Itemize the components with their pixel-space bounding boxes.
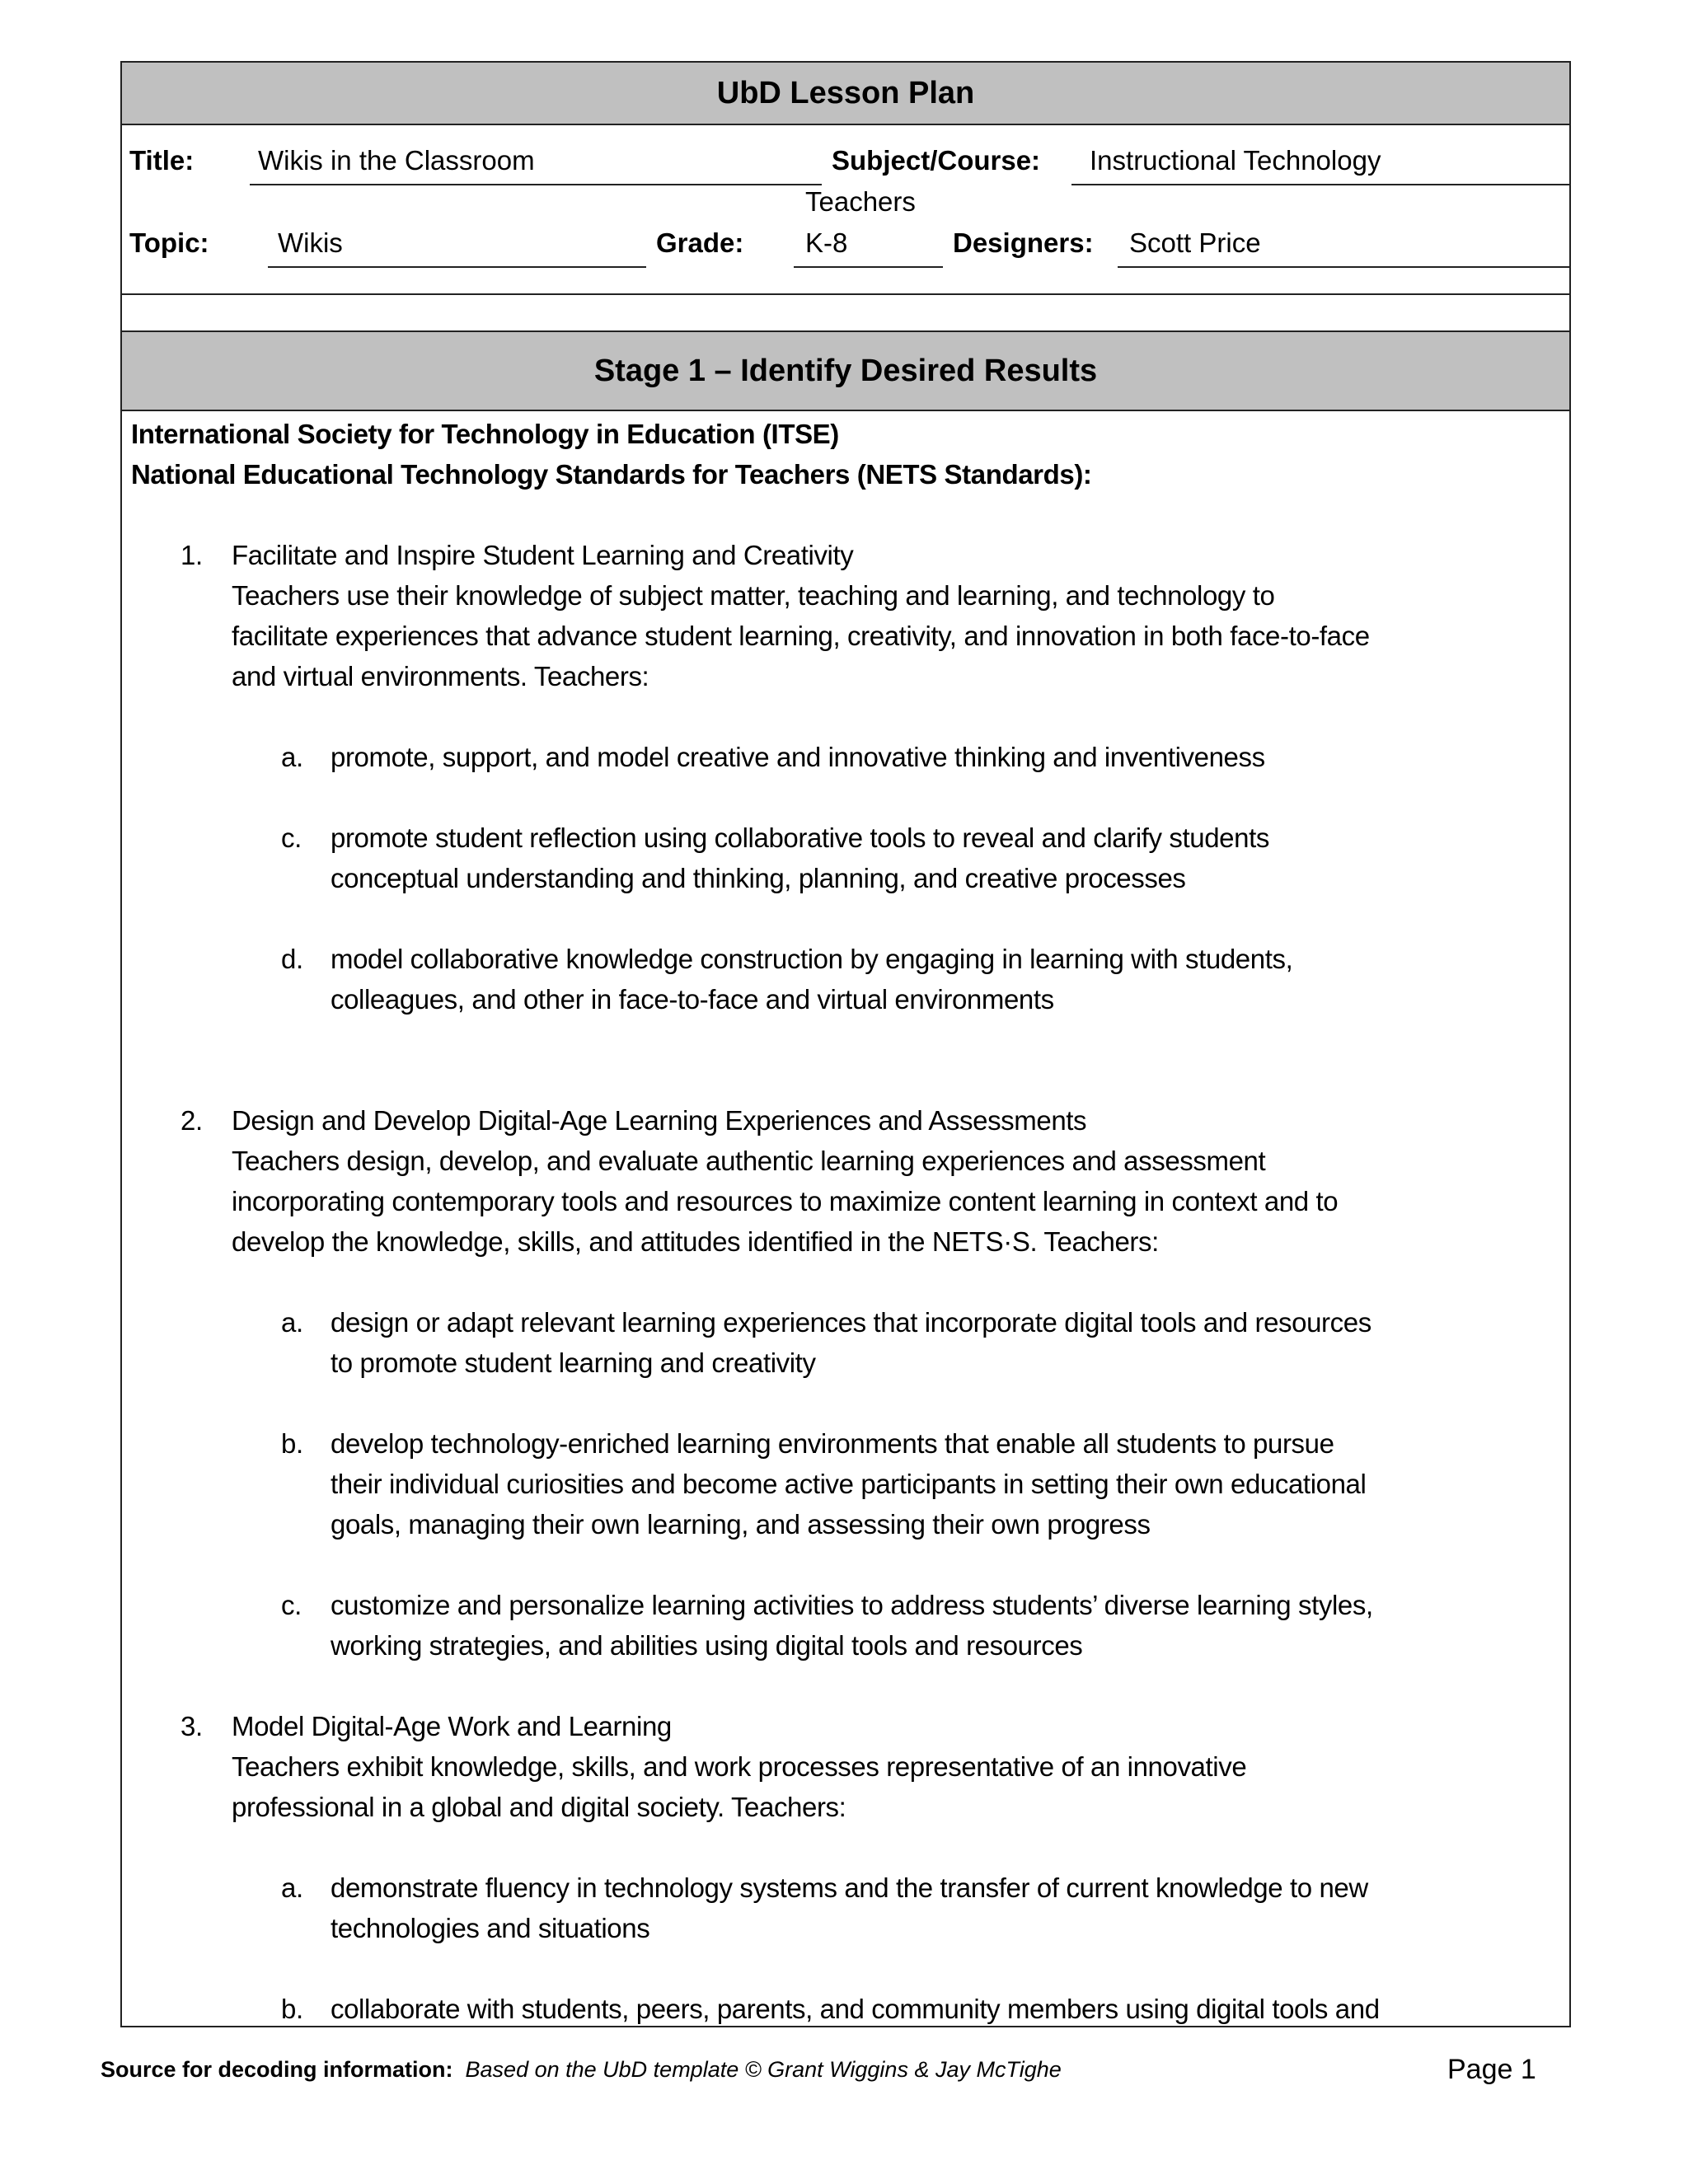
item-number: 1. bbox=[181, 540, 203, 570]
item-text-line: Teachers exhibit knowledge, skills, and work processes representative of an innovative bbox=[232, 1751, 1247, 1782]
subitem-text-line: to promote student learning and creativity bbox=[331, 1347, 816, 1378]
subitem-text-line: design or adapt relevant learning experiences that incorporate digital tools and resources bbox=[331, 1307, 1372, 1338]
standard-subitem bbox=[122, 1585, 1569, 1666]
grade-underline bbox=[794, 266, 943, 268]
standard-subitem bbox=[122, 1868, 1569, 1948]
lesson-plan-title: UbD Lesson Plan bbox=[122, 63, 1569, 125]
subitem-letter: c. bbox=[281, 823, 302, 853]
item-text-line: Teachers design, develop, and evaluate authentic learning experiences and assessment bbox=[232, 1146, 1266, 1176]
subitem-text-line: working strategies, and abilities using digital tools and resources bbox=[331, 1630, 1083, 1661]
spacer bbox=[122, 696, 1569, 737]
standard-subitem bbox=[122, 1989, 1569, 2027]
item-text-line: incorporating contemporary tools and resources to maximize content learning in context and to bbox=[232, 1186, 1339, 1216]
subitem-text-line: technologies and situations bbox=[331, 1913, 650, 1943]
subitem-text-line: promote student reflection using collaborative tools to reveal and clarify students bbox=[331, 823, 1269, 853]
subitem-letter: c. bbox=[281, 1590, 302, 1620]
subitem-text-line: goals, managing their own learning, and assessing their own progress bbox=[331, 1509, 1151, 1540]
subitem-text-line: collaborate with students, peers, parents, and community members using digital tools and bbox=[331, 1994, 1380, 2024]
designers-label: Designers: bbox=[953, 227, 1094, 258]
item-text-line: professional in a global and digital society. Teachers: bbox=[232, 1792, 846, 1822]
subitem-text-line: demonstrate fluency in technology systems and the transfer of current knowledge to new bbox=[331, 1872, 1368, 1903]
topic-label: Topic: bbox=[129, 227, 209, 258]
spacer bbox=[122, 777, 1569, 818]
stage1-title: Stage 1 – Identify Desired Results bbox=[122, 330, 1569, 411]
page-number: Page 1 bbox=[1447, 2054, 1536, 2085]
spacer bbox=[122, 1827, 1569, 1868]
item-text-line: and virtual environments. Teachers: bbox=[232, 661, 649, 691]
grade-value-line2: K-8 bbox=[805, 227, 848, 258]
subitem-text-line: model collaborative knowledge construction by engaging in learning with students, bbox=[331, 944, 1293, 974]
spacer bbox=[122, 1262, 1569, 1302]
standard-item bbox=[122, 1100, 1569, 1262]
title-value: Wikis in the Classroom bbox=[258, 145, 535, 176]
subitem-letter: d. bbox=[281, 944, 303, 974]
subject-underline bbox=[1071, 184, 1569, 185]
grade-value-line1: Teachers bbox=[805, 186, 916, 217]
title-underline bbox=[250, 184, 822, 185]
standard-item bbox=[122, 535, 1569, 696]
subitem-text-line: colleagues, and other in face-to-face and virtual environments bbox=[331, 984, 1054, 1015]
standard-subitem bbox=[122, 737, 1569, 777]
item-text-line: develop the knowledge, skills, and attitudes identified in the NETS·S. Teachers: bbox=[232, 1226, 1159, 1257]
source-text: Based on the UbD template © Grant Wiggins & Jay McTighe bbox=[465, 2057, 1062, 2082]
spacer bbox=[122, 1948, 1569, 1989]
subitem-letter: b. bbox=[281, 1428, 303, 1459]
subitem-letter: b. bbox=[281, 1994, 303, 2024]
designers-underline bbox=[1118, 266, 1569, 268]
spacer bbox=[122, 494, 1569, 535]
standards-heading: International Society for Technology in Education (ITSE) bbox=[131, 419, 839, 449]
item-text-line: Design and Develop Digital-Age Learning Experiences and Assessments bbox=[232, 1105, 1087, 1136]
subitem-text-line: develop technology-enriched learning environments that enable all students to pursue bbox=[331, 1428, 1334, 1459]
subitem-letter: a. bbox=[281, 742, 303, 772]
item-text-line: Teachers use their knowledge of subject matter, teaching and learning, and technology to bbox=[232, 580, 1275, 611]
subitem-text-line: their individual curiosities and become active participants in setting their own educational bbox=[331, 1469, 1367, 1499]
subitem-letter: a. bbox=[281, 1307, 303, 1338]
standards-heading: National Educational Technology Standards for Teachers (NETS Standards): bbox=[131, 459, 1092, 490]
spacer bbox=[122, 1544, 1569, 1585]
standard-subitem bbox=[122, 939, 1569, 1019]
item-number: 3. bbox=[181, 1711, 203, 1741]
standard-subitem bbox=[122, 1302, 1569, 1383]
standard-subitem bbox=[122, 1423, 1569, 1544]
standard-item bbox=[122, 1706, 1569, 1827]
item-number: 2. bbox=[181, 1105, 203, 1136]
spacer bbox=[122, 898, 1569, 939]
stage1-content bbox=[122, 414, 1569, 2027]
subitem-letter: a. bbox=[281, 1872, 303, 1903]
item-text-line: Model Digital-Age Work and Learning bbox=[232, 1711, 672, 1741]
subitem-text-line: customize and personalize learning activities to address students’ diverse learning styles, bbox=[331, 1590, 1373, 1620]
spacer bbox=[122, 1666, 1569, 1706]
title-label: Title: bbox=[129, 145, 195, 176]
divider bbox=[122, 293, 1569, 295]
standard-subitem bbox=[122, 818, 1569, 898]
item-text-line: facilitate experiences that advance student learning, creativity, and innovation in both face-to-face bbox=[232, 621, 1370, 651]
lesson-plan-table bbox=[120, 61, 1571, 2027]
subject-value: Instructional Technology bbox=[1090, 145, 1381, 176]
subitem-text-line: promote, support, and model creative and innovative thinking and inventiveness bbox=[331, 742, 1265, 772]
spacer bbox=[122, 1019, 1569, 1100]
footer-source bbox=[101, 2057, 1062, 2083]
grade-label: Grade: bbox=[656, 227, 744, 258]
source-label: Source for decoding information: bbox=[101, 2057, 453, 2082]
topic-underline bbox=[268, 266, 646, 268]
subject-label: Subject/Course: bbox=[832, 145, 1041, 176]
designers-value: Scott Price bbox=[1129, 227, 1261, 258]
subitem-text-line: conceptual understanding and thinking, planning, and creative processes bbox=[331, 863, 1186, 893]
topic-value: Wikis bbox=[278, 227, 343, 258]
item-text-line: Facilitate and Inspire Student Learning and Creativity bbox=[232, 540, 854, 570]
spacer bbox=[122, 1383, 1569, 1423]
